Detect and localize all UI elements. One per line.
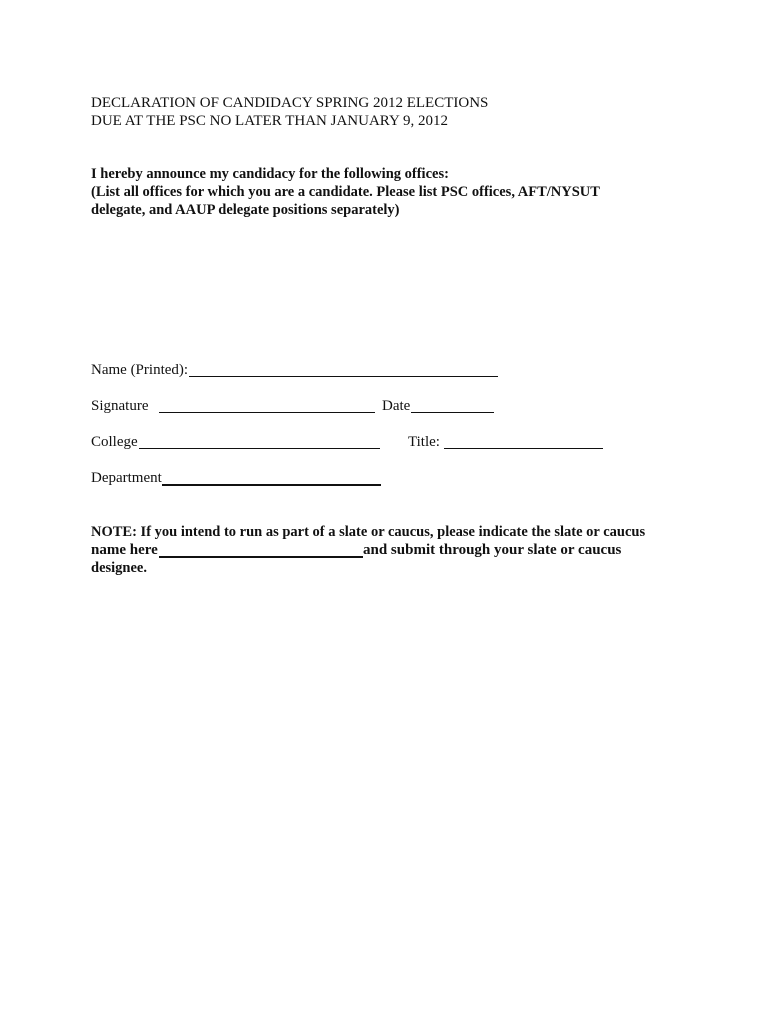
signature-label: Signature xyxy=(91,398,149,414)
name-label: Name (Printed): xyxy=(91,362,189,378)
name-field[interactable] xyxy=(189,376,498,377)
title-field[interactable] xyxy=(444,448,603,449)
announcement-instructions-2: delegate, and AAUP delegate positions separately) xyxy=(91,202,400,218)
college-field[interactable] xyxy=(139,448,380,449)
note-name-here-label: name here xyxy=(91,542,158,558)
department-label: Department xyxy=(91,470,162,486)
note-line-2-suffix: and submit through your slate or caucus xyxy=(363,542,622,558)
date-field[interactable] xyxy=(411,412,494,413)
announcement-instructions-1: (List all offices for which you are a candidate. Please list PSC offices, AFT/NYSUT xyxy=(91,184,600,200)
slate-caucus-field[interactable] xyxy=(159,556,363,558)
date-label: Date xyxy=(382,398,411,414)
department-field[interactable] xyxy=(162,484,381,486)
note-line-3: designee. xyxy=(91,560,147,576)
title-label: Title: xyxy=(408,434,440,450)
signature-field[interactable] xyxy=(159,412,375,413)
note-line-1: NOTE: If you intend to run as part of a slate or caucus, please indicate the slate or caucus xyxy=(91,524,646,540)
due-date-line: DUE AT THE PSC NO LATER THAN JANUARY 9, 2012 xyxy=(91,113,448,129)
announcement-heading: I hereby announce my candidacy for the following offices: xyxy=(91,166,449,182)
offices-entry-area[interactable] xyxy=(91,225,681,355)
college-label: College xyxy=(91,434,138,450)
document-title: DECLARATION OF CANDIDACY SPRING 2012 ELECTIONS xyxy=(91,95,489,111)
